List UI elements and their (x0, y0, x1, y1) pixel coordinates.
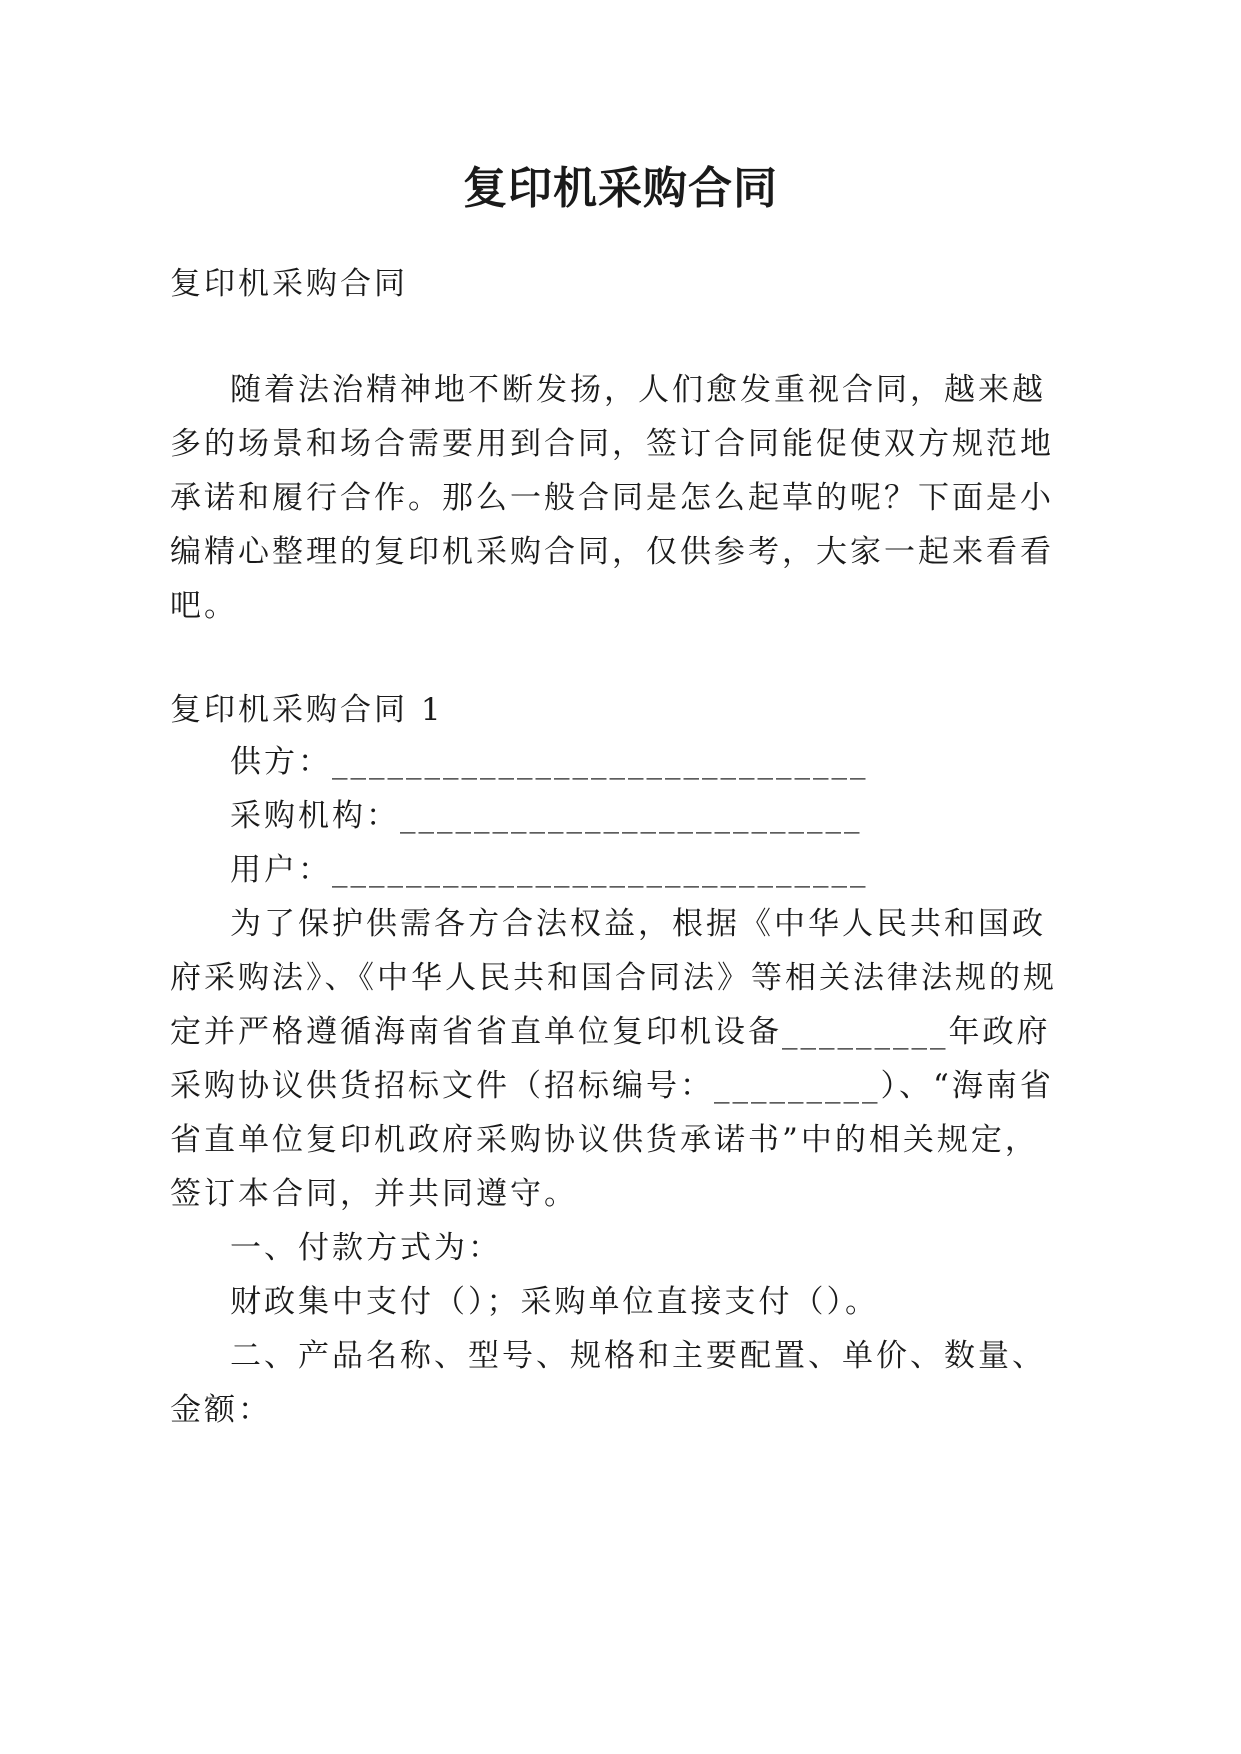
body-line: 采购协议供货招标文件（招标编号：_________）、“海南省 (170, 1068, 1054, 1104)
intro-line: 随着法治精神地不断发扬，人们愈发重视合同，越来越 (230, 372, 1046, 408)
clause-payment-heading: 一、付款方式为： (230, 1230, 502, 1266)
body-line: 签订本合同，并共同遵守。 (170, 1176, 578, 1212)
intro-line: 承诺和履行合作。那么一般合同是怎么起草的呢？下面是小 (170, 480, 1054, 516)
body-line: 省直单位复印机政府采购协议供货承诺书”中的相关规定， (170, 1122, 1039, 1158)
party-user: 用户：_____________________________ (230, 852, 869, 888)
party-supplier: 供方：_____________________________ (230, 744, 869, 780)
intro-line: 吧。 (170, 588, 238, 624)
intro-line: 多的场景和场合需要用到合同，签订合同能促使双方规范地 (170, 426, 1054, 462)
clause-payment-options: 财政集中支付（）；采购单位直接支付（）。 (230, 1284, 879, 1320)
intro-line: 编精心整理的复印机采购合同，仅供参考，大家一起来看看 (170, 534, 1054, 570)
body-line: 为了保护供需各方合法权益，根据《中华人民共和国政 (230, 906, 1046, 942)
body-line: 定并严格遵循海南省省直单位复印机设备_________年政府 (170, 1014, 1051, 1050)
clause-product-heading: 二、产品名称、型号、规格和主要配置、单价、数量、 (230, 1338, 1046, 1374)
document-subtitle: 复印机采购合同 (170, 266, 408, 302)
body-line: 府采购法》、《中华人民共和国合同法》等相关法律法规的规 (170, 960, 1057, 996)
section-heading: 复印机采购合同 1 (170, 692, 444, 728)
party-purchasing-agency: 采购机构：_________________________ (230, 798, 863, 834)
clause-product-heading-cont: 金额： (170, 1392, 272, 1428)
document-title: 复印机采购合同 (463, 163, 778, 214)
